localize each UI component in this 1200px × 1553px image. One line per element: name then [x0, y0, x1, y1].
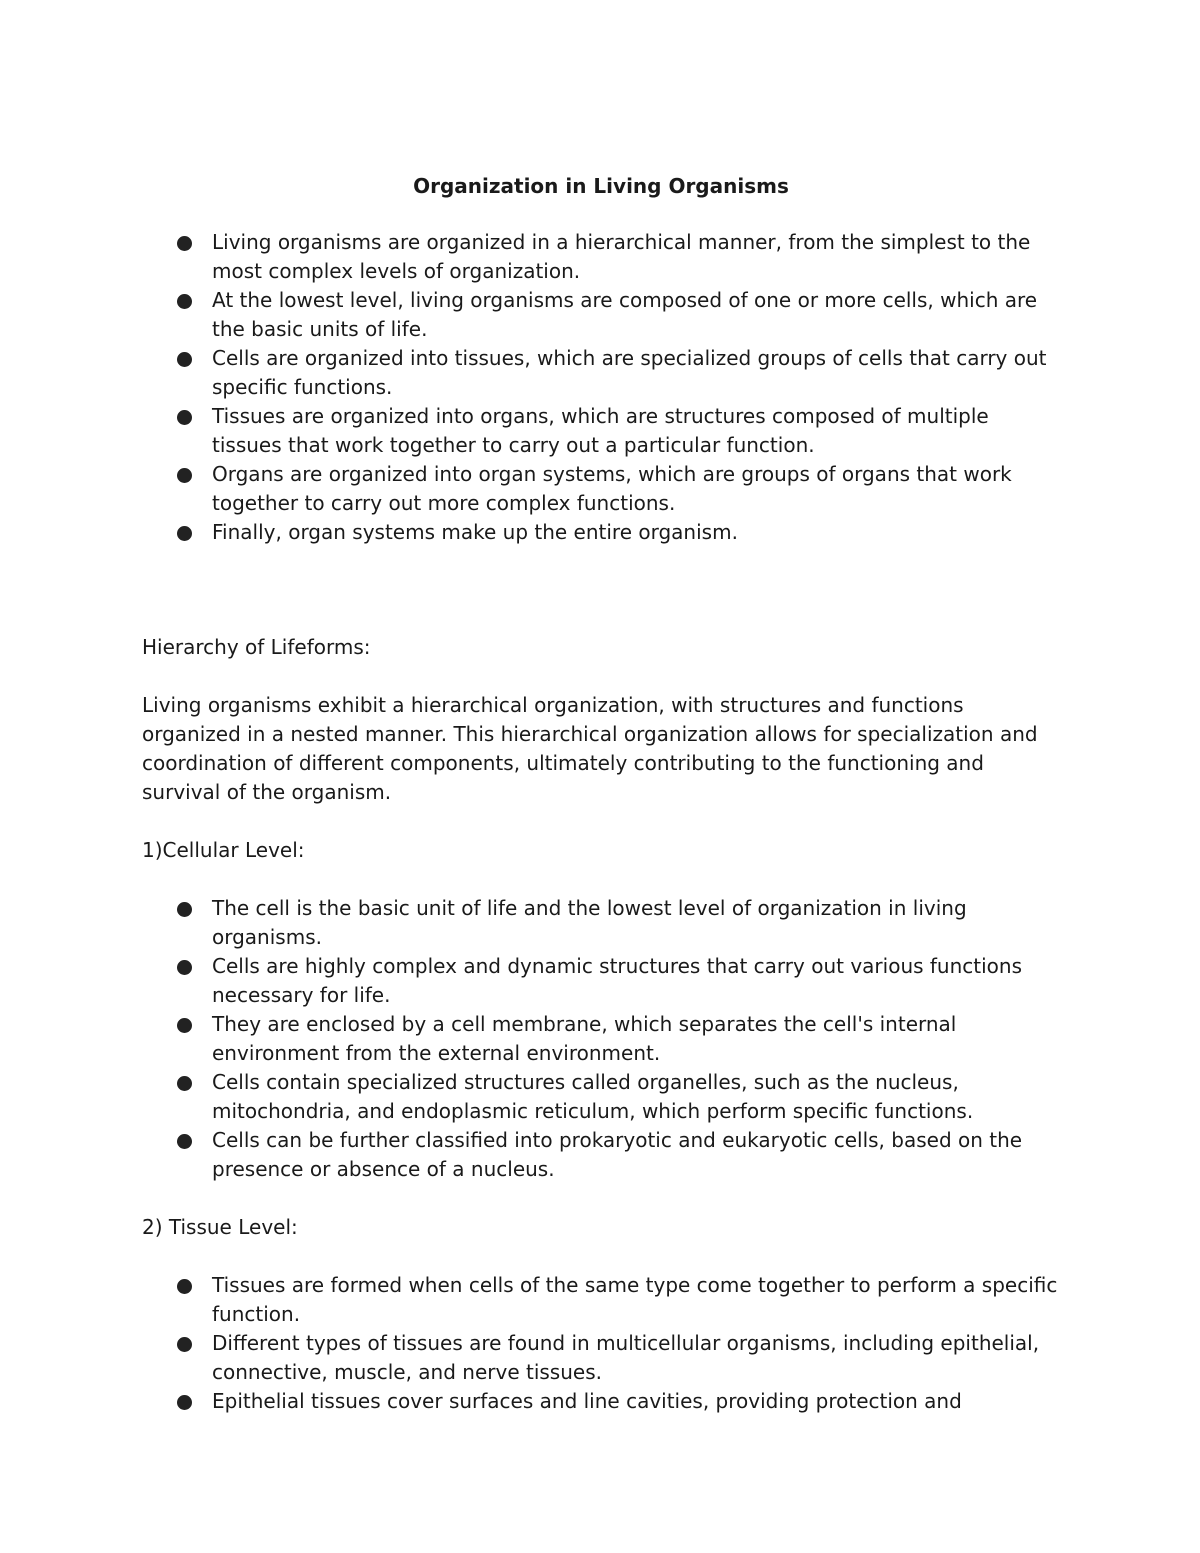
- list-item-text: Cells can be further classified into prokaryotic and eukaryotic cells, based on the presence or absence of a nucleus.: [212, 1128, 1023, 1181]
- list-item: [212, 894, 1060, 952]
- hierarchy-paragraph: Living organisms exhibit a hierarchical organization, with structures and functions organized in a nested manner. This hierarchical organization allows for specialization and coordination of different components, ultimately contributing to the functioning and survival of the organism.: [142, 693, 1038, 804]
- bullet-icon: [177, 902, 192, 917]
- page-title: Organization in Living Organisms: [413, 174, 789, 198]
- section-heading-cellular: 1)Cellular Level:: [142, 838, 305, 862]
- bullet-icon: [177, 1337, 192, 1352]
- spacer: [142, 662, 1060, 691]
- bullet-icon: [177, 960, 192, 975]
- list-item: [212, 1387, 1060, 1416]
- bullet-icon: [177, 526, 192, 541]
- list-item-text: They are enclosed by a cell membrane, which separates the cell's internal environment from the external environment.: [212, 1012, 957, 1065]
- list-item-text: Cells are organized into tissues, which are specialized groups of cells that carry out specific functions.: [212, 346, 1047, 399]
- list-item: [212, 1068, 1060, 1126]
- tissue-bullet-list: [142, 1271, 1060, 1416]
- list-item-text: Cells are highly complex and dynamic structures that carry out various functions necessary for life.: [212, 954, 1023, 1007]
- list-item: [212, 1010, 1060, 1068]
- bullet-icon: [177, 1395, 192, 1410]
- list-item: [212, 1126, 1060, 1184]
- list-item-text: Epithelial tissues cover surfaces and line cavities, providing protection and: [212, 1389, 962, 1413]
- bullet-icon: [177, 1076, 192, 1091]
- list-item: [212, 344, 1060, 402]
- bullet-icon: [177, 352, 192, 367]
- list-item-text: Tissues are formed when cells of the same type come together to perform a specific function.: [212, 1273, 1058, 1326]
- spacer: [142, 547, 1060, 633]
- list-item: [212, 402, 1060, 460]
- bullet-icon: [177, 1018, 192, 1033]
- list-item-text: At the lowest level, living organisms are composed of one or more cells, which are the basic units of life.: [212, 288, 1038, 341]
- list-item: [212, 952, 1060, 1010]
- bullet-icon: [177, 410, 192, 425]
- list-item-text: Living organisms are organized in a hierarchical manner, from the simplest to the most complex levels of organization.: [212, 230, 1031, 283]
- spacer: [142, 865, 1060, 894]
- spacer: [142, 1184, 1060, 1213]
- bullet-icon: [177, 294, 192, 309]
- section-heading-hierarchy: Hierarchy of Lifeforms:: [142, 635, 371, 659]
- bullet-icon: [177, 468, 192, 483]
- list-item-text: The cell is the basic unit of life and the lowest level of organization in living organisms.: [212, 896, 967, 949]
- list-item-text: Tissues are organized into organs, which are structures composed of multiple tissues that work together to carry out a particular function.: [212, 404, 989, 457]
- cellular-bullet-list: [142, 894, 1060, 1184]
- section-heading-tissue: 2) Tissue Level:: [142, 1215, 298, 1239]
- bullet-icon: [177, 236, 192, 251]
- bullet-icon: [177, 1134, 192, 1149]
- list-item-text: Finally, organ systems make up the entire organism.: [212, 520, 738, 544]
- spacer: [142, 1242, 1060, 1271]
- intro-bullet-list: [142, 228, 1060, 547]
- list-item-text: Organs are organized into organ systems, which are groups of organs that work together to carry out more complex functions.: [212, 462, 1012, 515]
- list-item: [212, 518, 1060, 547]
- list-item: [212, 1271, 1060, 1329]
- list-item: [212, 228, 1060, 286]
- bullet-icon: [177, 1279, 192, 1294]
- list-item-text: Different types of tissues are found in multicellular organisms, including epithelial, connective, muscle, and nerve tissues.: [212, 1331, 1040, 1384]
- list-item: [212, 1329, 1060, 1387]
- spacer: [142, 807, 1060, 836]
- list-item: [212, 460, 1060, 518]
- list-item-text: Cells contain specialized structures called organelles, such as the nucleus, mitochondria, and endoplasmic reticulum, which perform specific functions.: [212, 1070, 974, 1123]
- list-item: [212, 286, 1060, 344]
